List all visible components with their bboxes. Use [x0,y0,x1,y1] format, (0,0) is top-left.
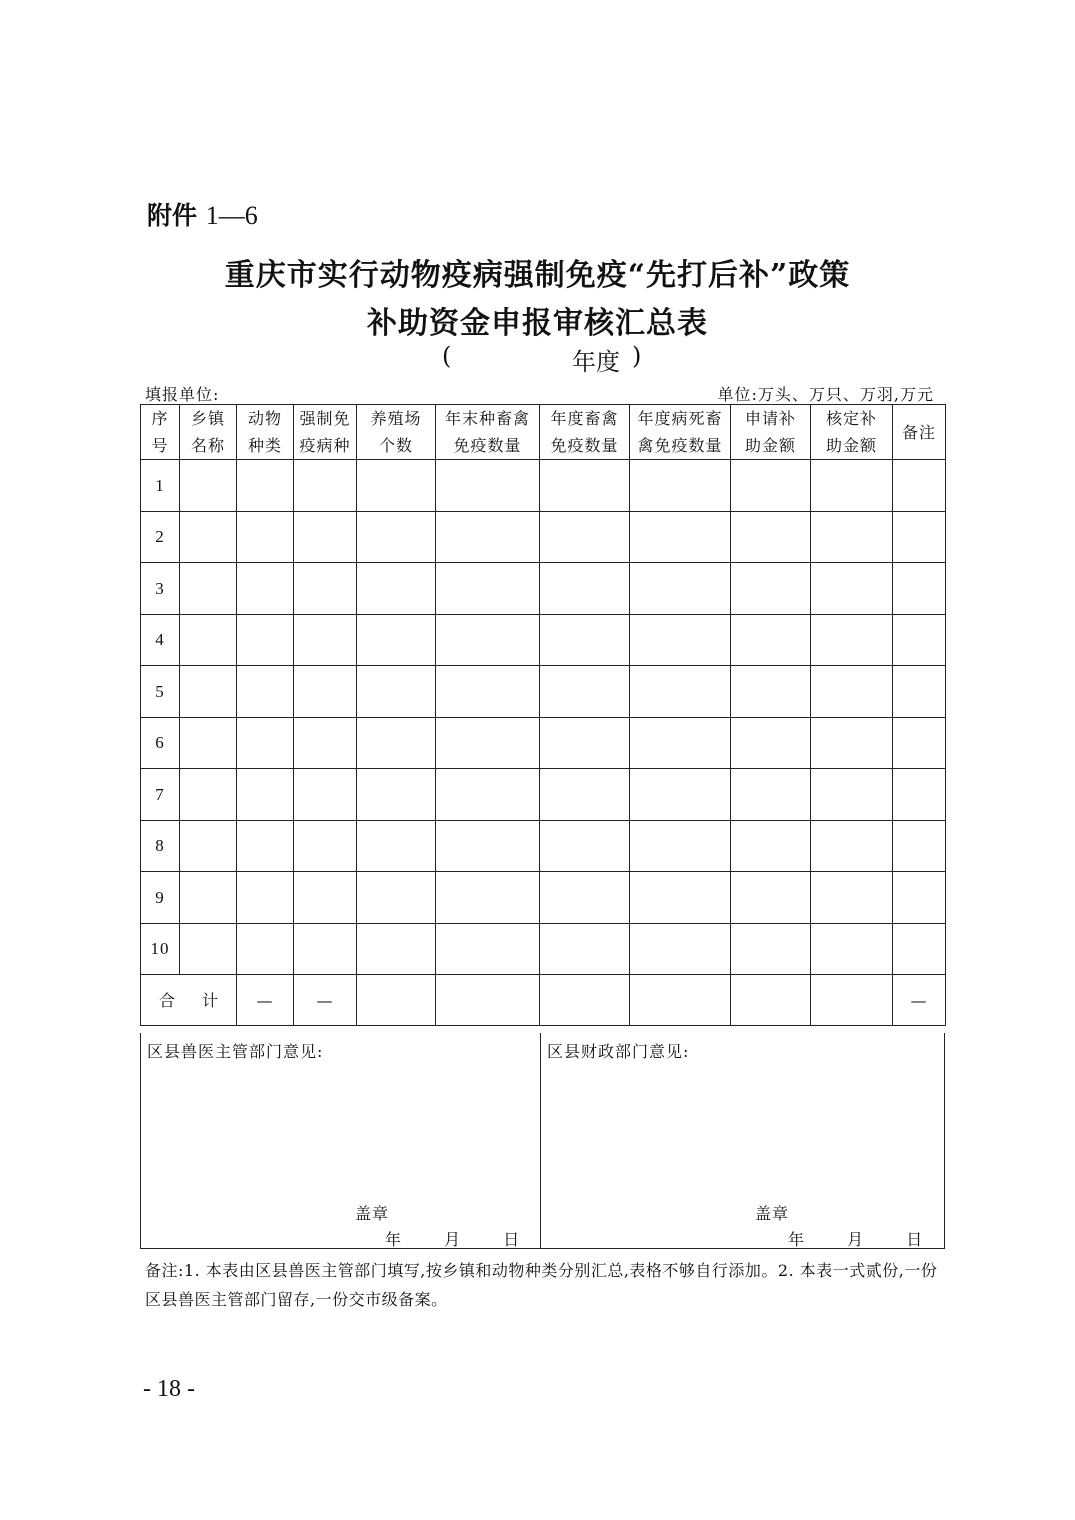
table-cell [436,511,540,563]
document-title-line1: 重庆市实行动物疫病强制免疫“先打后补”政策 [224,258,851,293]
date-year: 年 [385,1230,403,1249]
table-cell [893,511,946,563]
row-number: 9 [141,872,180,924]
table-cell [436,460,540,512]
table-cell [294,666,357,718]
vet-dept-opinion-label: 区县兽医主管部门意见: [147,1042,324,1061]
table-cell [731,666,811,718]
table-cell [180,460,237,512]
table-cell [237,769,294,821]
summary-table [140,404,946,1026]
attachment-prefix: 附件 [147,201,198,230]
year-label: 年度 [572,348,620,376]
table-cell [180,923,237,975]
total-cell [811,975,893,1026]
table-cell [180,820,237,872]
table-cell [294,511,357,563]
table-cell [237,614,294,666]
table-cell [540,666,630,718]
column-header-line: 养殖场 [370,409,422,428]
date-year: 年 [788,1230,806,1249]
row-number: 6 [141,717,180,769]
table-row [141,460,946,512]
table-cell [357,460,436,512]
row-number: 8 [141,820,180,872]
column-header [540,405,630,460]
row-number: 7 [141,769,180,821]
table-cell [294,769,357,821]
table-cell [540,563,630,615]
column-header-line: 动物 [247,409,282,428]
table-cell [436,820,540,872]
column-header-line: 种类 [247,436,282,455]
table-row [141,872,946,924]
table-row [141,614,946,666]
table-cell [630,666,731,718]
column-header [357,405,436,460]
footnote: 备注:1. 本表由区县兽医主管部门填写,按乡镇和动物种类分别汇总,表格不够自行添加。2. 本表一式贰份,一份区县兽医主管部门留存,一份交市级备案。 [145,1261,938,1309]
table-cell [294,717,357,769]
table-cell [630,872,731,924]
table-cell [630,820,731,872]
units-label: 单位:万头、万只、万羽,万元 [717,385,934,404]
table-row [141,511,946,563]
total-cell [630,975,731,1026]
table-cell [237,820,294,872]
table-row [141,769,946,821]
table-cell [893,614,946,666]
column-header-line: 强制免 [299,409,351,428]
column-header-line: 禽免疫数量 [637,436,723,455]
table-cell [630,460,731,512]
column-header [294,405,357,460]
column-header [811,405,893,460]
table-cell [893,820,946,872]
table-cell [811,717,893,769]
column-header-line: 免疫数量 [453,436,522,455]
table-cell [180,666,237,718]
table-cell [540,872,630,924]
table-cell [811,460,893,512]
table-cell [731,460,811,512]
row-number: 5 [141,666,180,718]
table-cell [357,563,436,615]
table-cell [237,923,294,975]
table-cell [540,460,630,512]
finance-dept-date [788,1227,923,1250]
column-header [180,405,237,460]
table-cell [540,511,630,563]
document-title-line2: 补助资金申报审核汇总表 [367,306,708,341]
total-dash: — [893,975,946,1026]
table-cell [180,614,237,666]
column-header-line: 乡镇 [190,409,225,428]
row-number: 10 [141,923,180,975]
total-dash: — [294,975,357,1026]
column-header-line: 备注 [901,422,936,442]
column-header [237,405,294,460]
vet-dept-opinion-box [141,1033,541,1248]
table-cell [294,923,357,975]
table-cell [237,872,294,924]
total-cell [731,975,811,1026]
table-cell [811,872,893,924]
table-cell [731,820,811,872]
table-cell [540,717,630,769]
table-cell [893,666,946,718]
table-row [141,923,946,975]
year-close-paren: ) [632,342,642,370]
table-cell [436,923,540,975]
table-cell [893,460,946,512]
table-cell [357,717,436,769]
table-cell [540,614,630,666]
table-cell [357,614,436,666]
table-cell [180,563,237,615]
attachment-number: 1—6 [205,201,258,230]
filler-unit-label: 填报单位: [145,385,220,404]
column-header [630,405,731,460]
finance-dept-opinion-box [541,1033,945,1248]
table-cell [811,820,893,872]
opinion-section [140,1033,945,1249]
total-cell [357,975,436,1026]
table-cell [357,511,436,563]
column-header [731,405,811,460]
column-header-line: 助金额 [825,436,877,455]
table-cell [180,769,237,821]
finance-dept-opinion-label: 区县财政部门意见: [547,1042,690,1061]
table-cell [893,717,946,769]
column-header-line: 申请补 [744,409,796,428]
table-cell [811,563,893,615]
page-number: - 18 - [143,1376,195,1402]
vet-dept-date [385,1227,520,1250]
date-day: 日 [906,1230,924,1249]
vet-dept-seal-label: 盖章 [355,1204,390,1223]
table-cell [811,511,893,563]
table-cell [436,717,540,769]
column-header-line: 助金额 [744,436,796,455]
table-cell [893,769,946,821]
table-cell [294,872,357,924]
table-cell [731,872,811,924]
table-cell [357,923,436,975]
column-header-line: 个数 [378,436,413,455]
table-cell [731,717,811,769]
table-cell [180,511,237,563]
column-header [436,405,540,460]
table-cell [180,872,237,924]
table-cell [294,614,357,666]
table-cell [630,923,731,975]
table-cell [237,460,294,512]
column-header-line: 核定补 [825,409,877,428]
column-header-line: 年度畜禽 [550,409,619,428]
table-cell [294,460,357,512]
table-cell [731,614,811,666]
column-header-line: 名称 [190,436,225,455]
table-cell [357,666,436,718]
table-cell [811,769,893,821]
total-row [141,975,946,1026]
column-header [141,405,180,460]
table-cell [731,511,811,563]
table-cell [630,717,731,769]
table-cell [237,666,294,718]
table-cell [731,563,811,615]
table-cell [630,511,731,563]
table-cell [357,820,436,872]
table-row [141,820,946,872]
table-cell [436,769,540,821]
column-header-line: 序 [151,409,169,428]
column-header-line: 年度病死畜 [637,409,723,428]
total-cell [540,975,630,1026]
column-header-line: 年末种畜禽 [444,409,530,428]
table-cell [180,717,237,769]
table-cell [357,872,436,924]
table-cell [237,511,294,563]
table-cell [811,614,893,666]
total-dash: — [237,975,294,1026]
table-cell [436,614,540,666]
date-month: 月 [444,1230,462,1249]
date-day: 日 [503,1230,521,1249]
total-label-text: 合 计 [158,990,219,1010]
table-cell [357,769,436,821]
table-row [141,666,946,718]
table-cell [436,872,540,924]
table-cell [731,769,811,821]
total-cell [436,975,540,1026]
table-cell [237,717,294,769]
table-cell [811,923,893,975]
row-number: 3 [141,563,180,615]
table-cell [893,923,946,975]
column-header-line: 免疫数量 [550,436,619,455]
table-cell [630,563,731,615]
row-number: 4 [141,614,180,666]
table-cell [294,563,357,615]
total-label [141,975,237,1026]
table-row [141,717,946,769]
table-cell [436,666,540,718]
table-row [141,563,946,615]
table-cell [630,769,731,821]
table-cell [540,820,630,872]
table-cell [630,614,731,666]
table-cell [237,563,294,615]
table-cell [811,666,893,718]
row-number: 2 [141,511,180,563]
table-cell [436,563,540,615]
year-open-paren: ( [442,342,452,370]
table-cell [540,769,630,821]
column-header-line: 疫病种 [299,436,351,455]
finance-dept-seal-label: 盖章 [755,1204,790,1223]
table-cell [540,923,630,975]
table-cell [893,872,946,924]
column-header [893,405,946,460]
table-cell [893,563,946,615]
attachment-label [147,196,258,232]
date-month: 月 [847,1230,865,1249]
row-number: 1 [141,460,180,512]
table-cell [731,923,811,975]
column-header-line: 号 [151,436,169,455]
table-header-row [141,405,946,460]
table-cell [294,820,357,872]
